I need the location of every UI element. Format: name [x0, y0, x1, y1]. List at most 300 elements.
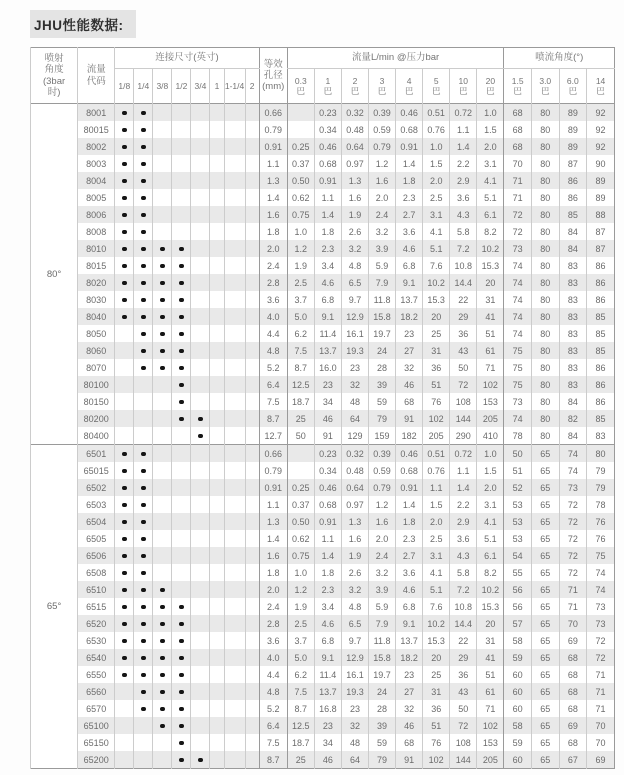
connection-size-cell	[153, 530, 172, 547]
connection-size-cell	[115, 342, 134, 359]
connection-size-cell	[245, 359, 259, 376]
flow-value-cell: 1.1	[450, 121, 477, 138]
flow-value-cell: 129	[341, 427, 368, 445]
connection-available-dot	[179, 264, 184, 269]
connection-available-dot	[179, 673, 184, 678]
connection-size-cell	[191, 734, 210, 751]
flow-code-cell: 80015	[78, 121, 115, 138]
flow-value-cell: 0.72	[450, 445, 477, 463]
connection-size-cell	[210, 564, 224, 581]
flow-value-cell: 0.91	[396, 138, 423, 155]
connection-size-cell	[172, 257, 191, 274]
flow-value-cell: 0.48	[341, 462, 368, 479]
flow-value-cell: 1.8	[314, 223, 341, 240]
connection-size-cell	[191, 751, 210, 769]
flow-value-cell: 2.5	[423, 530, 450, 547]
spray-angle-value-cell: 65	[531, 751, 559, 769]
flow-value-cell: 19.7	[369, 666, 396, 683]
flow-value-cell: 0.46	[396, 445, 423, 463]
connection-size-cell	[115, 496, 134, 513]
connection-size-cell	[191, 291, 210, 308]
connection-size-cell	[153, 462, 172, 479]
flow-value-cell: 6.1	[477, 547, 504, 564]
flow-value-cell: 144	[450, 751, 477, 769]
flow-value-cell: 43	[450, 342, 477, 359]
flow-code-cell: 6510	[78, 581, 115, 598]
flow-value-cell: 6.2	[287, 666, 314, 683]
connection-size-cell	[210, 257, 224, 274]
spray-angle-value-cell: 74	[504, 410, 532, 427]
connection-size-cell	[134, 104, 153, 122]
connection-size-cell	[153, 325, 172, 342]
connection-size-cell	[210, 342, 224, 359]
spray-angle-value-cell: 72	[587, 632, 615, 649]
connection-available-dot	[141, 247, 146, 252]
connection-size-cell	[153, 734, 172, 751]
connection-size-cell	[245, 445, 259, 463]
connection-size-cell	[134, 513, 153, 530]
header-connection-size: 2	[245, 69, 259, 104]
spray-angle-value-cell: 83	[559, 342, 587, 359]
flow-value-cell: 5.1	[423, 581, 450, 598]
flow-value-cell: 68	[396, 734, 423, 751]
connection-size-cell	[153, 479, 172, 496]
connection-available-dot	[160, 247, 165, 252]
flow-code-cell: 6508	[78, 564, 115, 581]
spray-angle-value-cell: 68	[559, 666, 587, 683]
flow-value-cell: 1.4	[396, 496, 423, 513]
connection-available-dot	[141, 537, 146, 542]
connection-size-cell	[210, 223, 224, 240]
connection-size-cell	[153, 666, 172, 683]
bore-diameter-cell: 3.6	[259, 291, 287, 308]
bore-diameter-cell: 4.0	[259, 308, 287, 325]
connection-available-dot	[179, 605, 184, 610]
flow-value-cell: 0.50	[287, 172, 314, 189]
flow-value-cell: 14.4	[450, 274, 477, 291]
spray-angle-value-cell: 75	[504, 376, 532, 393]
connection-size-cell	[172, 683, 191, 700]
flow-value-cell: 182	[396, 427, 423, 445]
flow-value-cell: 3.4	[314, 257, 341, 274]
flow-value-cell: 6.8	[314, 632, 341, 649]
flow-code-cell: 80200	[78, 410, 115, 427]
table-row	[31, 683, 615, 700]
connection-size-cell	[153, 513, 172, 530]
flow-value-cell: 0.37	[287, 155, 314, 172]
connection-size-cell	[210, 530, 224, 547]
spray-angle-value-cell: 73	[559, 479, 587, 496]
connection-size-cell	[245, 325, 259, 342]
table-row	[31, 479, 615, 496]
flow-value-cell: 1.4	[314, 206, 341, 223]
header-pressure: 4 巴	[396, 69, 423, 104]
connection-size-cell	[134, 291, 153, 308]
flow-value-cell: 2.0	[423, 513, 450, 530]
connection-size-cell	[134, 530, 153, 547]
connection-size-cell	[172, 462, 191, 479]
connection-available-dot	[122, 469, 127, 474]
connection-available-dot	[141, 639, 146, 644]
connection-size-cell	[210, 138, 224, 155]
connection-size-cell	[153, 445, 172, 463]
table-row	[31, 104, 615, 122]
flow-value-cell: 20	[423, 308, 450, 325]
table-row	[31, 598, 615, 615]
connection-size-cell	[172, 359, 191, 376]
connection-size-cell	[224, 206, 245, 223]
connection-size-cell	[153, 598, 172, 615]
bore-diameter-cell: 1.3	[259, 172, 287, 189]
connection-size-cell	[224, 155, 245, 172]
connection-size-cell	[134, 240, 153, 257]
header-connection-size: 1	[210, 69, 224, 104]
flow-value-cell: 4.6	[396, 240, 423, 257]
connection-size-cell	[153, 376, 172, 393]
connection-available-dot	[179, 281, 184, 286]
connection-size-cell	[224, 581, 245, 598]
flow-code-cell: 6505	[78, 530, 115, 547]
connection-size-cell	[191, 308, 210, 325]
spray-angle-value-cell: 80	[531, 376, 559, 393]
table-row	[31, 189, 615, 206]
connection-available-dot	[160, 605, 165, 610]
connection-size-cell	[245, 206, 259, 223]
flow-value-cell: 22	[450, 291, 477, 308]
connection-size-cell	[172, 479, 191, 496]
connection-size-cell	[224, 359, 245, 376]
spray-angle-value-cell: 80	[531, 427, 559, 445]
flow-value-cell: 36	[450, 325, 477, 342]
connection-size-cell	[115, 751, 134, 769]
flow-value-cell: 2.4	[369, 547, 396, 564]
flow-value-cell: 15.3	[477, 257, 504, 274]
flow-value-cell: 23	[396, 666, 423, 683]
flow-value-cell: 23	[396, 325, 423, 342]
flow-code-cell: 8030	[78, 291, 115, 308]
flow-value-cell: 4.6	[314, 615, 341, 632]
flow-value-cell: 0.39	[369, 104, 396, 122]
flow-value-cell: 4.1	[477, 172, 504, 189]
connection-available-dot	[141, 622, 146, 627]
bore-diameter-cell: 5.2	[259, 700, 287, 717]
connection-size-cell	[224, 427, 245, 445]
flow-value-cell: 0.51	[423, 104, 450, 122]
connection-size-cell	[191, 325, 210, 342]
table-row	[31, 513, 615, 530]
flow-value-cell: 51	[477, 325, 504, 342]
connection-available-dot	[141, 571, 146, 576]
flow-value-cell: 2.9	[450, 172, 477, 189]
bore-diameter-cell: 0.79	[259, 121, 287, 138]
connection-size-cell	[172, 325, 191, 342]
connection-size-cell	[115, 376, 134, 393]
flow-value-cell: 3.6	[450, 189, 477, 206]
spray-angle-value-cell: 74	[559, 445, 587, 463]
connection-size-cell	[115, 547, 134, 564]
flow-value-cell: 0.72	[450, 104, 477, 122]
flow-value-cell: 43	[450, 683, 477, 700]
spray-angle-value-cell: 65	[531, 564, 559, 581]
connection-available-dot	[141, 366, 146, 371]
flow-value-cell: 0.34	[314, 462, 341, 479]
spray-angle-value-cell: 72	[504, 206, 532, 223]
flow-code-cell: 8020	[78, 274, 115, 291]
flow-value-cell: 1.9	[341, 547, 368, 564]
spray-angle-value-cell: 86	[559, 189, 587, 206]
connection-size-cell	[115, 666, 134, 683]
connection-size-cell	[224, 257, 245, 274]
flow-value-cell: 10.8	[450, 598, 477, 615]
connection-size-cell	[224, 717, 245, 734]
connection-size-cell	[245, 308, 259, 325]
connection-size-cell	[224, 121, 245, 138]
spray-angle-value-cell: 83	[559, 325, 587, 342]
connection-available-dot	[160, 298, 165, 303]
connection-size-cell	[245, 138, 259, 155]
connection-available-dot	[122, 264, 127, 269]
flow-value-cell: 51	[423, 376, 450, 393]
connection-size-cell	[153, 700, 172, 717]
flow-value-cell: 9.7	[341, 632, 368, 649]
connection-size-cell	[115, 308, 134, 325]
bore-diameter-cell: 1.6	[259, 547, 287, 564]
flow-value-cell: 102	[423, 410, 450, 427]
flow-value-cell: 32	[396, 359, 423, 376]
table-row	[31, 257, 615, 274]
connection-size-cell	[245, 632, 259, 649]
connection-available-dot	[122, 247, 127, 252]
flow-value-cell: 0.59	[369, 121, 396, 138]
connection-size-cell	[115, 410, 134, 427]
flow-value-cell: 410	[477, 427, 504, 445]
flow-value-cell: 34	[314, 393, 341, 410]
flow-code-cell: 8015	[78, 257, 115, 274]
flow-value-cell: 102	[477, 376, 504, 393]
table-row	[31, 632, 615, 649]
flow-value-cell: 0.59	[369, 462, 396, 479]
flow-value-cell: 8.7	[287, 359, 314, 376]
flow-value-cell: 2.2	[450, 155, 477, 172]
bore-diameter-cell: 2.8	[259, 615, 287, 632]
flow-value-cell: 153	[477, 734, 504, 751]
connection-size-cell	[134, 206, 153, 223]
spray-angle-value-cell: 71	[587, 666, 615, 683]
connection-size-cell	[191, 274, 210, 291]
flow-code-cell: 8004	[78, 172, 115, 189]
flow-value-cell: 6.8	[396, 598, 423, 615]
flow-value-cell: 20	[423, 649, 450, 666]
connection-size-cell	[224, 751, 245, 769]
connection-size-cell	[191, 223, 210, 240]
flow-value-cell: 91	[314, 427, 341, 445]
connection-available-dot	[160, 349, 165, 354]
flow-value-cell: 11.8	[369, 632, 396, 649]
connection-size-cell	[224, 666, 245, 683]
flow-code-cell: 8040	[78, 308, 115, 325]
connection-size-cell	[153, 393, 172, 410]
flow-value-cell: 12.5	[287, 717, 314, 734]
connection-size-cell	[245, 410, 259, 427]
spray-angle-value-cell: 72	[559, 530, 587, 547]
spray-angle-value-cell: 50	[504, 445, 532, 463]
flow-value-cell: 10.2	[477, 581, 504, 598]
connection-size-cell	[153, 342, 172, 359]
flow-value-cell: 0.64	[341, 479, 368, 496]
connection-size-cell	[134, 496, 153, 513]
connection-size-cell	[210, 649, 224, 666]
connection-size-cell	[191, 257, 210, 274]
flow-value-cell: 7.9	[369, 615, 396, 632]
connection-size-cell	[134, 410, 153, 427]
connection-size-cell	[115, 700, 134, 717]
flow-value-cell: 9.1	[314, 649, 341, 666]
connection-available-dot	[198, 434, 203, 439]
connection-size-cell	[172, 223, 191, 240]
flow-value-cell: 24	[369, 342, 396, 359]
connection-size-cell	[172, 410, 191, 427]
flow-value-cell: 1.4	[396, 155, 423, 172]
connection-size-cell	[224, 342, 245, 359]
connection-size-cell	[153, 121, 172, 138]
flow-value-cell: 102	[423, 751, 450, 769]
connection-size-cell	[172, 240, 191, 257]
connection-size-cell	[224, 445, 245, 463]
flow-value-cell: 15.3	[477, 598, 504, 615]
connection-size-cell	[115, 479, 134, 496]
connection-size-cell	[153, 189, 172, 206]
connection-size-cell	[245, 547, 259, 564]
connection-size-cell	[210, 717, 224, 734]
flow-value-cell: 0.76	[423, 121, 450, 138]
flow-value-cell: 0.64	[341, 138, 368, 155]
flow-value-cell: 20	[477, 274, 504, 291]
flow-value-cell: 3.1	[423, 206, 450, 223]
spray-angle-value-cell: 88	[587, 206, 615, 223]
flow-code-cell: 8001	[78, 104, 115, 122]
connection-available-dot	[179, 366, 184, 371]
spray-angle-group-label: 80°	[31, 104, 78, 445]
header-spray-angle-3bar: 喷射 角度 (3bar 时)	[31, 48, 78, 104]
flow-value-cell: 3.9	[369, 240, 396, 257]
flow-value-cell: 29	[450, 308, 477, 325]
flow-value-cell: 6.8	[396, 257, 423, 274]
spray-angle-value-cell: 65	[531, 479, 559, 496]
connection-size-cell	[224, 104, 245, 122]
flow-value-cell: 25	[287, 751, 314, 769]
connection-available-dot	[122, 605, 127, 610]
flow-value-cell: 0.68	[396, 462, 423, 479]
connection-available-dot	[141, 673, 146, 678]
flow-value-cell: 3.1	[477, 155, 504, 172]
flow-code-cell: 8010	[78, 240, 115, 257]
flow-value-cell: 7.5	[287, 342, 314, 359]
connection-available-dot	[141, 111, 146, 116]
flow-value-cell: 4.8	[341, 598, 368, 615]
flow-value-cell: 5.1	[477, 189, 504, 206]
flow-value-cell: 7.9	[369, 274, 396, 291]
connection-size-cell	[245, 717, 259, 734]
connection-size-cell	[191, 155, 210, 172]
flow-value-cell: 3.1	[477, 496, 504, 513]
connection-size-cell	[134, 615, 153, 632]
flow-value-cell: 2.0	[477, 479, 504, 496]
connection-size-cell	[172, 598, 191, 615]
connection-available-dot	[160, 673, 165, 678]
table-row	[31, 666, 615, 683]
spray-angle-value-cell: 85	[587, 410, 615, 427]
connection-available-dot	[179, 247, 184, 252]
connection-available-dot	[122, 128, 127, 133]
connection-size-cell	[245, 581, 259, 598]
connection-size-cell	[172, 547, 191, 564]
flow-value-cell: 5.8	[450, 223, 477, 240]
table-row	[31, 325, 615, 342]
flow-value-cell: 31	[423, 683, 450, 700]
connection-size-cell	[172, 530, 191, 547]
header-spray-pressure: 1.5 巴	[504, 69, 532, 104]
flow-value-cell: 61	[477, 683, 504, 700]
flow-value-cell: 19.3	[341, 342, 368, 359]
angle-group-80°	[31, 104, 615, 445]
connection-available-dot	[141, 315, 146, 320]
connection-size-cell	[153, 206, 172, 223]
spray-angle-value-cell: 89	[587, 189, 615, 206]
header-pressure: 10 巴	[450, 69, 477, 104]
table-row	[31, 547, 615, 564]
connection-size-cell	[134, 598, 153, 615]
spray-angle-value-cell: 82	[559, 410, 587, 427]
connection-size-cell	[191, 240, 210, 257]
connection-size-cell	[224, 547, 245, 564]
connection-size-cell	[134, 223, 153, 240]
spray-angle-value-cell: 57	[504, 615, 532, 632]
connection-size-cell	[115, 445, 134, 463]
flow-value-cell: 1.4	[450, 138, 477, 155]
flow-value-cell: 3.1	[423, 547, 450, 564]
connection-available-dot	[122, 179, 127, 184]
flow-value-cell: 1.6	[369, 513, 396, 530]
flow-value-cell: 205	[423, 427, 450, 445]
connection-available-dot	[141, 486, 146, 491]
flow-value-cell: 29	[450, 649, 477, 666]
spray-angle-value-cell: 86	[559, 172, 587, 189]
flow-value-cell: 1.5	[477, 121, 504, 138]
spray-angle-value-cell: 83	[559, 359, 587, 376]
flow-value-cell: 0.76	[423, 462, 450, 479]
connection-size-cell	[115, 240, 134, 257]
connection-size-cell	[191, 393, 210, 410]
flow-value-cell: 19.3	[341, 683, 368, 700]
connection-available-dot	[160, 281, 165, 286]
flow-value-cell: 64	[341, 751, 368, 769]
flow-value-cell: 4.1	[423, 223, 450, 240]
flow-value-cell: 0.79	[369, 479, 396, 496]
flow-value-cell: 2.7	[396, 547, 423, 564]
spray-angle-value-cell: 80	[531, 410, 559, 427]
connection-size-cell	[245, 393, 259, 410]
flow-value-cell: 71	[477, 700, 504, 717]
connection-size-cell	[245, 291, 259, 308]
flow-value-cell: 79	[369, 751, 396, 769]
connection-size-cell	[191, 121, 210, 138]
flow-value-cell: 5.8	[450, 564, 477, 581]
connection-size-cell	[210, 598, 224, 615]
connection-size-cell	[191, 376, 210, 393]
flow-code-cell: 80100	[78, 376, 115, 393]
connection-size-cell	[245, 342, 259, 359]
flow-value-cell: 14.4	[450, 615, 477, 632]
